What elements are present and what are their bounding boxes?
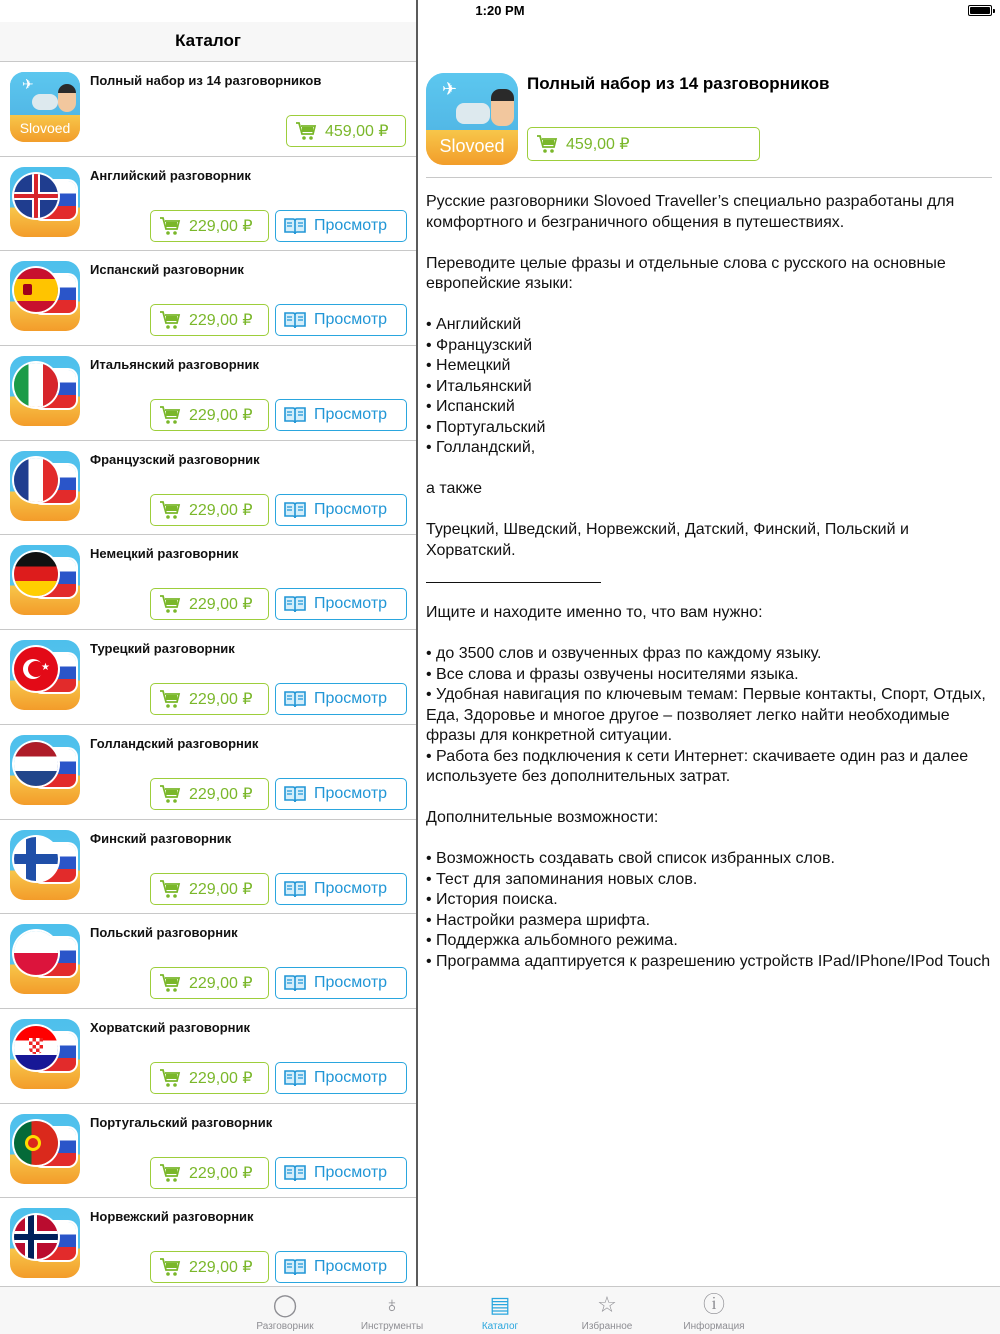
- catalog-panel: [0, 0, 417, 1286]
- flag-tr-icon: ★: [14, 647, 58, 691]
- list-item-title: Итальянский разговорник: [90, 357, 259, 373]
- flag-no-icon: [14, 1215, 58, 1259]
- cart-icon: [159, 784, 181, 804]
- phrasebook-app-icon: [10, 1019, 80, 1089]
- info-icon: ⓘ: [702, 1292, 725, 1317]
- star-icon: ☆: [597, 1292, 617, 1317]
- tab-bar: [0, 1286, 1000, 1334]
- book-icon: [284, 973, 306, 993]
- phrasebook-app-icon: [10, 545, 80, 615]
- icon-label: Slovoed: [19, 120, 71, 136]
- detail-title: Полный набор из 14 разговорников: [527, 74, 830, 93]
- extras-intro: Дополнительные возможности:: [426, 809, 659, 826]
- list-item-title: Испанский разговорник: [90, 262, 244, 278]
- flag-pt-icon: [14, 1121, 58, 1165]
- detail-header: [418, 22, 1000, 178]
- view-label: Просмотр: [314, 595, 388, 613]
- catalog-list[interactable]: [0, 62, 416, 1293]
- catalog-icon: ▤: [489, 1292, 511, 1317]
- buy-button[interactable]: [150, 873, 269, 905]
- more-languages: Турецкий, Шведский, Норвежский, Датский, Финский, Польский и Хорватский.: [426, 521, 914, 559]
- list-item-title: Финский разговорник: [90, 830, 232, 846]
- list-item[interactable]: [0, 914, 416, 1009]
- buy-bundle-button[interactable]: [286, 115, 406, 147]
- list-item[interactable]: [0, 441, 416, 536]
- phrasebook-app-icon: [10, 1208, 80, 1278]
- price-label: 229,00 ₽: [189, 691, 253, 709]
- price-label: 229,00 ₽: [189, 880, 253, 898]
- list-item-title: Полный набор из 14 разговорников: [90, 73, 322, 88]
- list-item[interactable]: [0, 630, 416, 725]
- book-icon: [284, 879, 306, 899]
- view-button[interactable]: [275, 210, 407, 242]
- tab-label: Информация: [683, 1321, 745, 1332]
- book-icon: [284, 689, 306, 709]
- view-label: Просмотр: [314, 500, 388, 518]
- price-label: 459,00 ₽: [566, 136, 630, 153]
- cart-icon: [159, 310, 181, 330]
- flag-pl-icon: [14, 931, 58, 975]
- buy-button[interactable]: [150, 967, 269, 999]
- flag-it-icon: [14, 363, 58, 407]
- price-label: 229,00 ₽: [189, 1069, 253, 1087]
- list-item[interactable]: [0, 820, 416, 915]
- cart-icon: [295, 121, 317, 141]
- list-item[interactable]: [0, 1009, 416, 1104]
- book-icon: [284, 310, 306, 330]
- price-label: 229,00 ₽: [189, 596, 253, 614]
- buy-button[interactable]: [150, 1157, 269, 1189]
- price-label: 229,00 ₽: [189, 1164, 253, 1182]
- list-item-title: Польский разговорник: [90, 925, 238, 941]
- flag-fr-icon: [14, 458, 58, 502]
- cart-icon: [159, 500, 181, 520]
- cart-icon: [159, 689, 181, 709]
- list-item-title: Английский разговорник: [90, 167, 251, 183]
- price-label: 229,00 ₽: [189, 501, 253, 519]
- header-divider: [426, 177, 992, 178]
- phrasebook-icon: ◯: [272, 1292, 298, 1317]
- phrasebook-app-icon: [10, 830, 80, 900]
- buy-bundle-detail-button[interactable]: [527, 127, 760, 161]
- description: [426, 192, 996, 993]
- cart-icon: [159, 594, 181, 614]
- price-label: 459,00 ₽: [325, 123, 389, 140]
- price-label: 229,00 ₽: [189, 785, 253, 803]
- tab-catalog[interactable]: [450, 1291, 550, 1332]
- book-icon: [284, 784, 306, 804]
- extras-list: • Возможность создавать свой список избранных слов. • Тест для запоминания новых слов. • История поиска. • Настройки размера шрифта. • Поддержка альбомного режима. • Программа адаптируется к разрешению устройств IPad/IPhone/IPod Touch: [426, 850, 991, 970]
- view-label: Просмотр: [314, 1163, 388, 1181]
- list-item[interactable]: [0, 1198, 416, 1293]
- view-label: Просмотр: [314, 974, 388, 992]
- slovoed-app-icon: ✈ Slovoed: [10, 72, 80, 142]
- price-label: 229,00 ₽: [189, 975, 253, 993]
- phrasebook-app-icon: [10, 640, 80, 710]
- tab-label: Каталог: [481, 1321, 519, 1332]
- view-label: Просмотр: [314, 879, 388, 897]
- list-item-title: Немецкий разговорник: [90, 546, 239, 562]
- book-icon: [284, 594, 306, 614]
- tab-info[interactable]: [664, 1291, 764, 1332]
- view-button[interactable]: [275, 778, 407, 810]
- buy-button[interactable]: [150, 304, 269, 336]
- phrasebook-app-icon: [10, 356, 80, 426]
- book-icon: [284, 1068, 306, 1088]
- cart-icon: [159, 216, 181, 236]
- list-item[interactable]: [0, 1104, 416, 1199]
- slovoed-app-icon: ✈ Slovoed: [426, 73, 518, 165]
- icon-label: Slovoed: [439, 136, 505, 156]
- detail-panel: [418, 22, 1000, 1286]
- list-item[interactable]: [0, 535, 416, 630]
- tab-favorites[interactable]: [557, 1291, 657, 1332]
- book-icon: [284, 1163, 306, 1183]
- book-icon: [284, 500, 306, 520]
- status-time: 1:20 PM: [475, 3, 525, 18]
- page-title: Каталог: [175, 31, 241, 50]
- buy-button[interactable]: [150, 1251, 269, 1283]
- features-list: • до 3500 слов и озвученных фраз по каждому языку. • Все слова и фразы озвучены носителями языка. • Удобная навигация по ключевым темам: Первые контакты, Спорт, Отдых, Еда, Здоровье и многое другое – позволяет легко найти необходимые фразы для конкретной ситуации. • Работа без подключения к сети Интернет: скачиваете один раз и далее используете без дополнительных затрат.: [426, 645, 986, 785]
- view-button[interactable]: [275, 1062, 407, 1094]
- tab-label: Разговорник: [256, 1321, 314, 1332]
- cart-icon: [536, 134, 558, 154]
- buy-button[interactable]: [150, 778, 269, 810]
- separator-line: [426, 582, 601, 583]
- tab-label: Избранное: [581, 1321, 633, 1332]
- phrasebook-app-icon: [10, 735, 80, 805]
- view-button[interactable]: [275, 683, 407, 715]
- list-item-title: Турецкий разговорник: [90, 641, 235, 657]
- phrasebook-app-icon: [10, 167, 80, 237]
- cart-icon: [159, 879, 181, 899]
- cart-icon: [159, 1163, 181, 1183]
- flag-fi-icon: [14, 837, 58, 881]
- cart-icon: [159, 973, 181, 993]
- phrasebook-app-icon: [10, 261, 80, 331]
- cart-icon: [159, 1257, 181, 1277]
- languages-intro: Переводите целые фразы и отдельные слова с русского на основные европейские языки:: [426, 254, 951, 292]
- description-intro: Русские разговорники Slovoed Traveller’s специально разработаны для комфортного и безграничного общения в путешествиях.: [426, 193, 959, 231]
- buy-button[interactable]: [150, 494, 269, 526]
- lightbulb-icon: ♁: [383, 1292, 401, 1317]
- list-item-title: Португальский разговорник: [90, 1114, 273, 1130]
- view-button[interactable]: [275, 1157, 407, 1189]
- view-label: Просмотр: [314, 311, 388, 329]
- flag-uk-icon: [14, 174, 58, 218]
- phrasebook-app-icon: [10, 924, 80, 994]
- price-label: 229,00 ₽: [189, 407, 253, 425]
- book-icon: [284, 405, 306, 425]
- languages-list: • Английский • Французский • Немецкий • Итальянский • Испанский • Португальский • Голландский,: [426, 316, 546, 456]
- also-text: а также: [426, 480, 482, 497]
- flag-nl-icon: [14, 742, 58, 786]
- view-button[interactable]: [275, 1251, 407, 1283]
- view-button[interactable]: [275, 873, 407, 905]
- view-label: Просмотр: [314, 406, 388, 424]
- tab-phrasebook[interactable]: [235, 1291, 335, 1332]
- list-item[interactable]: [0, 251, 416, 346]
- buy-button[interactable]: [150, 210, 269, 242]
- view-button[interactable]: [275, 494, 407, 526]
- buy-button[interactable]: [150, 1062, 269, 1094]
- cart-icon: [159, 405, 181, 425]
- view-label: Просмотр: [314, 1068, 388, 1086]
- features-intro: Ищите и находите именно то, что вам нужно:: [426, 604, 763, 621]
- view-label: Просмотр: [314, 690, 388, 708]
- buy-button[interactable]: [150, 588, 269, 620]
- list-item-title: Норвежский разговорник: [90, 1209, 254, 1225]
- view-button[interactable]: [275, 399, 407, 431]
- view-button[interactable]: [275, 304, 407, 336]
- nav-bar: [0, 22, 416, 62]
- list-item[interactable]: [0, 725, 416, 820]
- tab-tools[interactable]: [342, 1291, 442, 1332]
- buy-button[interactable]: [150, 399, 269, 431]
- phrasebook-app-icon: [10, 451, 80, 521]
- list-item[interactable]: [0, 346, 416, 441]
- view-label: Просмотр: [314, 1258, 388, 1276]
- phrasebook-app-icon: [10, 1114, 80, 1184]
- flag-hr-icon: [14, 1026, 58, 1070]
- price-label: 229,00 ₽: [189, 312, 253, 330]
- price-label: 229,00 ₽: [189, 1259, 253, 1277]
- cart-icon: [159, 1068, 181, 1088]
- list-item-title: Хорватский разговорник: [90, 1019, 250, 1035]
- view-button[interactable]: [275, 967, 407, 999]
- list-item-bundle[interactable]: [0, 62, 416, 157]
- view-label: Просмотр: [314, 216, 388, 234]
- price-label: 229,00 ₽: [189, 217, 253, 235]
- list-item-title: Французский разговорник: [90, 451, 260, 467]
- book-icon: [284, 1257, 306, 1277]
- book-icon: [284, 216, 306, 236]
- buy-button[interactable]: [150, 683, 269, 715]
- view-label: Просмотр: [314, 784, 388, 802]
- list-item-title: Голландский разговорник: [90, 735, 259, 751]
- list-item[interactable]: [0, 157, 416, 252]
- view-button[interactable]: [275, 588, 407, 620]
- battery-icon: [968, 5, 992, 16]
- tab-label: Инструменты: [360, 1321, 424, 1332]
